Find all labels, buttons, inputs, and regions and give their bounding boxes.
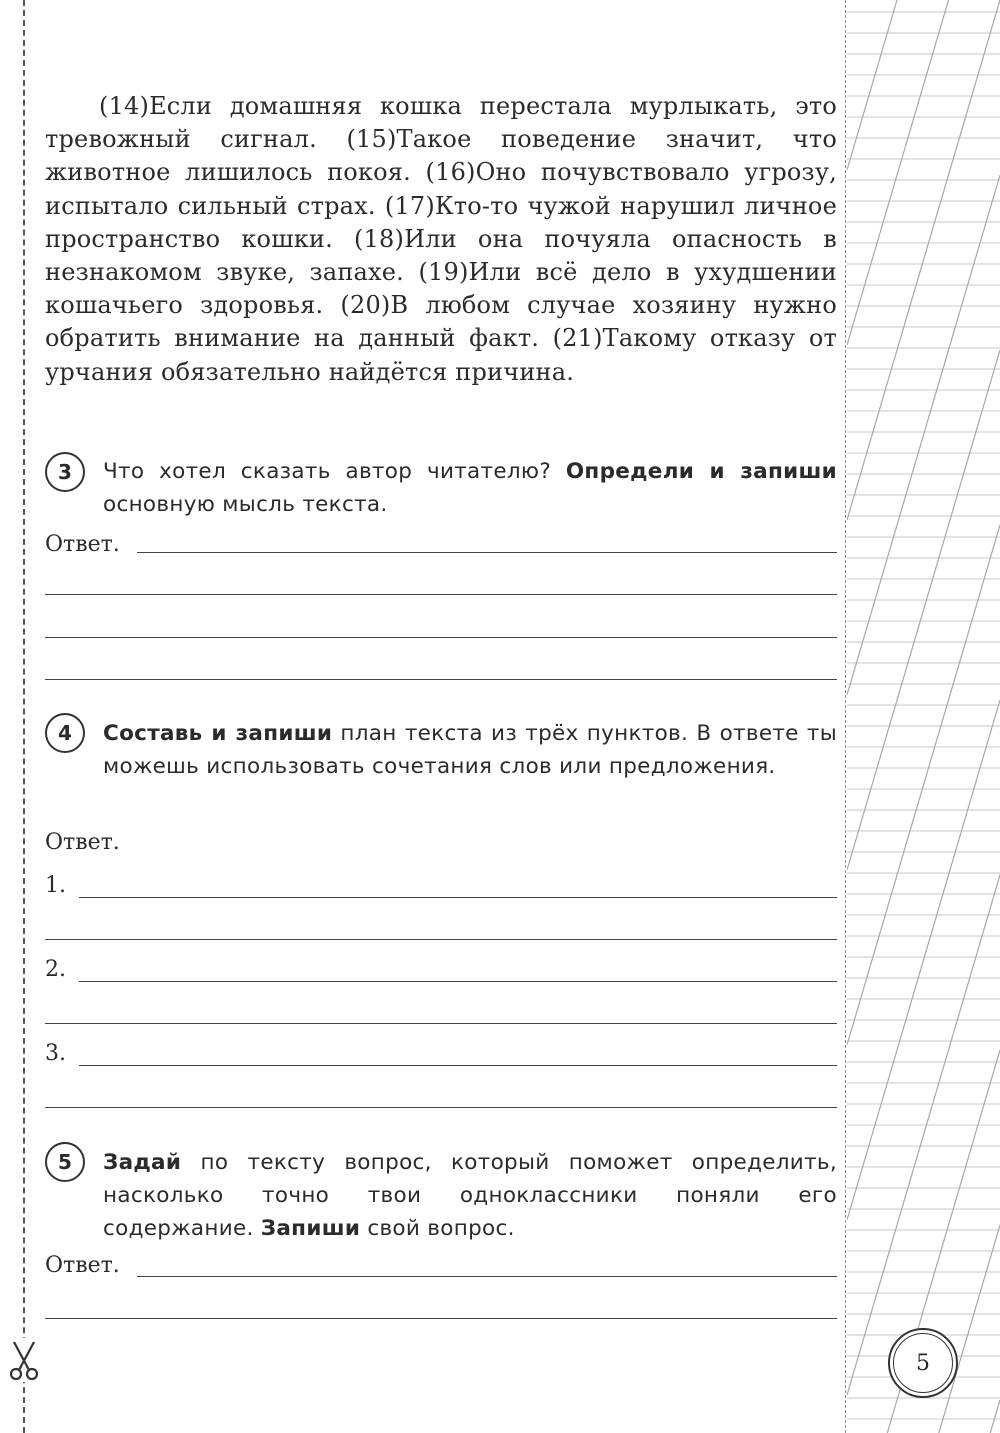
page-number-badge <box>888 1328 958 1398</box>
plan-item-number: 2. <box>45 957 66 982</box>
answer-label: Ответ. <box>45 1253 120 1278</box>
answer-line[interactable] <box>79 981 837 982</box>
answer-label: Ответ. <box>45 830 120 855</box>
answer-line[interactable] <box>45 1023 837 1024</box>
slant-line <box>847 700 1000 1220</box>
ruled-margin <box>847 0 1000 1433</box>
task-number-badge: 4 <box>45 713 85 753</box>
fold-line <box>845 0 846 1433</box>
slant-line <box>847 525 1000 1045</box>
plan-item-number: 1. <box>45 873 66 898</box>
answer-line[interactable] <box>137 1276 837 1277</box>
task-3 <box>45 448 845 688</box>
answer-line[interactable] <box>45 594 837 595</box>
slant-line <box>847 0 1000 520</box>
task-4 <box>45 710 845 1110</box>
answer-line[interactable] <box>45 679 837 680</box>
passage-text: (14)Если домашняя кошка перестала мурлыкать, это тревожный сигнал. (15)Такое поведение значит, что животное лишилось покоя. (16)Оно почувствовало угрозу, испытало сильный страх. (17)Кто-то чужой нарушил личное пространство кошки. (18)Или она почуяла опасность в незнакомом звуке, запахе. (19)Или всё дело в ухудшении кошачьего здоровья. (20)В любом случае хозяину нужно обратить внимание на данный факт. (21)Такому отказу от урчания обязательно найдётся причина. <box>45 92 837 386</box>
cut-line <box>23 0 25 1433</box>
answer-line[interactable] <box>79 897 837 898</box>
task-prompt: Что хотел сказать автор читателю? Определи и запиши основную мысль текста. <box>103 459 837 517</box>
slant-line <box>847 0 1000 345</box>
slant-line <box>847 1400 1000 1433</box>
task-prompt: Задай по тексту вопрос, который поможет определить, насколько точно твои одноклассники поняли его содержание. Запиши свой вопрос. <box>103 1150 837 1241</box>
plan-item-number: 3. <box>45 1041 66 1066</box>
task-number-badge: 3 <box>45 452 85 492</box>
answer-label: Ответ. <box>45 532 120 557</box>
answer-line[interactable] <box>45 1107 837 1108</box>
answer-line[interactable] <box>79 1065 837 1066</box>
task-number-badge: 5 <box>45 1142 85 1182</box>
scissors-icon <box>8 1338 40 1382</box>
answer-line[interactable] <box>45 637 837 638</box>
task-prompt: Составь и запиши план текста из трёх пунктов. В ответе ты можешь использовать сочетания слов или предложения. <box>103 721 837 779</box>
answer-line[interactable] <box>45 939 837 940</box>
slant-line <box>847 175 1000 695</box>
task-5 <box>45 1128 845 1328</box>
slant-line <box>847 350 1000 870</box>
page-number: 5 <box>893 1333 953 1393</box>
answer-line[interactable] <box>137 552 837 553</box>
slant-line <box>847 875 1000 1395</box>
answer-line[interactable] <box>45 1318 837 1319</box>
